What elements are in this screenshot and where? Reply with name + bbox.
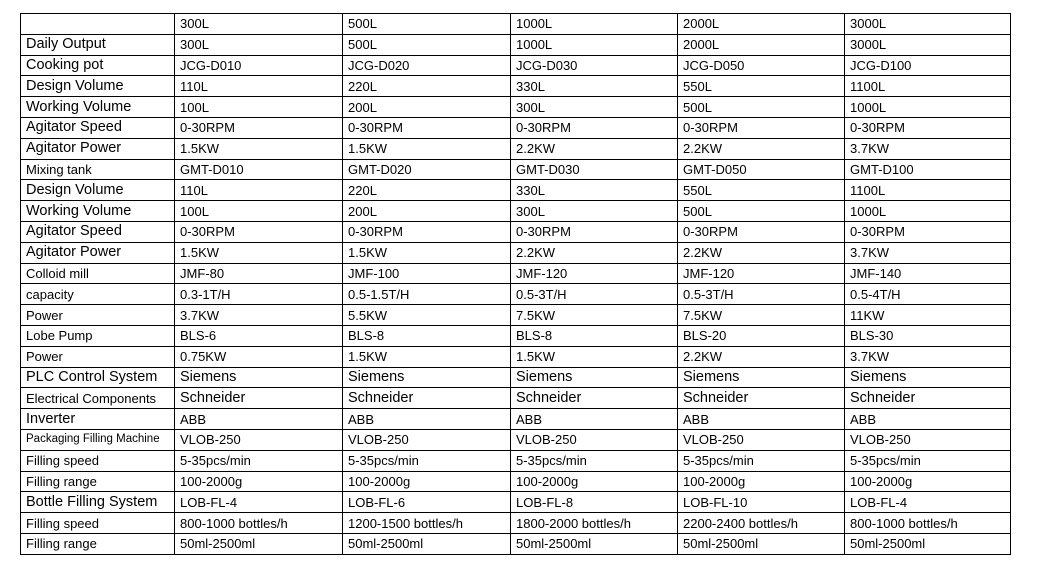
table-cell: Schneider	[845, 388, 1011, 409]
table-cell: 0.5-3T/H	[511, 284, 678, 305]
table-cell: 1.5KW	[343, 242, 511, 263]
table-cell: VLOB-250	[511, 429, 678, 450]
table-row	[21, 450, 1011, 471]
table-cell: Siemens	[175, 367, 343, 388]
table-cell: Siemens	[678, 367, 845, 388]
table-cell: 0-30RPM	[343, 221, 511, 242]
table-cell: BLS-8	[511, 325, 678, 346]
table-cell: 1.5KW	[175, 242, 343, 263]
table-cell: 100-2000g	[175, 471, 343, 492]
table-cell: 100L	[175, 97, 343, 118]
table-cell: VLOB-250	[175, 429, 343, 450]
table-cell: 50ml-2500ml	[511, 533, 678, 554]
header-cell: 500L	[343, 14, 511, 35]
table-cell: Schneider	[511, 388, 678, 409]
table-cell: 500L	[678, 97, 845, 118]
row-label: Bottle Filling System	[21, 492, 175, 513]
table-cell: 800-1000 bottles/h	[845, 513, 1011, 534]
table-cell: 110L	[175, 180, 343, 201]
table-cell: JCG-D010	[175, 55, 343, 76]
table-row	[21, 138, 1011, 159]
table-cell: 2.2KW	[511, 242, 678, 263]
row-label: Working Volume	[21, 97, 175, 118]
row-label: Agitator Power	[21, 138, 175, 159]
row-label: Design Volume	[21, 76, 175, 97]
table-cell: 220L	[343, 180, 511, 201]
table-cell: 500L	[343, 34, 511, 55]
table-cell: VLOB-250	[678, 429, 845, 450]
table-cell: LOB-FL-4	[845, 492, 1011, 513]
table-cell: ABB	[845, 409, 1011, 430]
table-cell: JMF-120	[678, 263, 845, 284]
row-label: Filling speed	[21, 513, 175, 534]
row-label: Design Volume	[21, 180, 175, 201]
row-label: Packaging Filling Machine	[21, 429, 175, 450]
table-cell: 0.5-4T/H	[845, 284, 1011, 305]
row-label: Daily Output	[21, 34, 175, 55]
row-label: Agitator Speed	[21, 117, 175, 138]
table-cell: 7.5KW	[678, 305, 845, 326]
table-cell: 0-30RPM	[175, 221, 343, 242]
row-label: Power	[21, 346, 175, 367]
table-cell: 100-2000g	[343, 471, 511, 492]
table-cell: 800-1000 bottles/h	[175, 513, 343, 534]
table-cell: BLS-20	[678, 325, 845, 346]
table-cell: JMF-100	[343, 263, 511, 284]
table-cell: Schneider	[175, 388, 343, 409]
table-cell: 2.2KW	[678, 242, 845, 263]
table-cell: 0-30RPM	[678, 221, 845, 242]
table-cell: 1000L	[845, 201, 1011, 222]
table-cell: 1.5KW	[511, 346, 678, 367]
table-cell: 5-35pcs/min	[845, 450, 1011, 471]
spec-table	[20, 13, 1011, 555]
table-cell: ABB	[678, 409, 845, 430]
table-cell: 1000L	[511, 34, 678, 55]
table-cell: 0-30RPM	[678, 117, 845, 138]
table-cell: GMT-D100	[845, 159, 1011, 180]
table-row	[21, 242, 1011, 263]
table-cell: 7.5KW	[511, 305, 678, 326]
row-label: Lobe Pump	[21, 325, 175, 346]
table-cell: 0-30RPM	[845, 117, 1011, 138]
row-label: PLC Control System	[21, 367, 175, 388]
table-row	[21, 221, 1011, 242]
table-cell: 0-30RPM	[175, 117, 343, 138]
header-cell-corner	[21, 14, 175, 35]
table-cell: 330L	[511, 180, 678, 201]
table-row	[21, 388, 1011, 409]
table-cell: 550L	[678, 76, 845, 97]
table-cell: Siemens	[845, 367, 1011, 388]
table-cell: 300L	[511, 97, 678, 118]
table-cell: 0.5-1.5T/H	[343, 284, 511, 305]
table-cell: 50ml-2500ml	[343, 533, 511, 554]
row-label: Filling range	[21, 471, 175, 492]
table-cell: JMF-80	[175, 263, 343, 284]
table-cell: JMF-140	[845, 263, 1011, 284]
spec-table-body	[21, 14, 1011, 555]
table-row	[21, 325, 1011, 346]
table-row	[21, 97, 1011, 118]
table-cell: 0.5-3T/H	[678, 284, 845, 305]
table-cell: 110L	[175, 76, 343, 97]
table-row	[21, 180, 1011, 201]
table-cell: 3000L	[845, 34, 1011, 55]
row-label: Working Volume	[21, 201, 175, 222]
table-cell: 1200-1500 bottles/h	[343, 513, 511, 534]
row-label: Agitator Speed	[21, 221, 175, 242]
table-cell: GMT-D010	[175, 159, 343, 180]
table-row	[21, 159, 1011, 180]
row-label: Cooking pot	[21, 55, 175, 76]
table-cell: 5-35pcs/min	[678, 450, 845, 471]
table-cell: 50ml-2500ml	[175, 533, 343, 554]
table-row	[21, 471, 1011, 492]
table-row	[21, 346, 1011, 367]
header-cell: 2000L	[678, 14, 845, 35]
table-cell: BLS-6	[175, 325, 343, 346]
table-cell: 0.75KW	[175, 346, 343, 367]
table-row	[21, 513, 1011, 534]
table-cell: 0-30RPM	[511, 117, 678, 138]
header-cell: 1000L	[511, 14, 678, 35]
table-cell: JCG-D030	[511, 55, 678, 76]
table-row	[21, 429, 1011, 450]
table-cell: 2.2KW	[511, 138, 678, 159]
table-cell: GMT-D030	[511, 159, 678, 180]
table-row	[21, 533, 1011, 554]
table-cell: 50ml-2500ml	[678, 533, 845, 554]
table-cell: JCG-D050	[678, 55, 845, 76]
table-cell: LOB-FL-4	[175, 492, 343, 513]
table-cell: BLS-30	[845, 325, 1011, 346]
table-row	[21, 263, 1011, 284]
table-cell: 1.5KW	[343, 346, 511, 367]
table-row	[21, 76, 1011, 97]
table-cell: 1.5KW	[175, 138, 343, 159]
table-cell: 5-35pcs/min	[511, 450, 678, 471]
table-cell: Siemens	[511, 367, 678, 388]
table-cell: 50ml-2500ml	[845, 533, 1011, 554]
table-cell: 3.7KW	[845, 242, 1011, 263]
table-cell: JMF-120	[511, 263, 678, 284]
table-cell: 100-2000g	[845, 471, 1011, 492]
table-cell: 0.3-1T/H	[175, 284, 343, 305]
table-cell: Schneider	[343, 388, 511, 409]
table-cell: 200L	[343, 97, 511, 118]
row-label: Agitator Power	[21, 242, 175, 263]
table-cell: ABB	[343, 409, 511, 430]
table-cell: 300L	[175, 34, 343, 55]
table-cell: 1000L	[845, 97, 1011, 118]
table-cell: 100-2000g	[678, 471, 845, 492]
table-row	[21, 34, 1011, 55]
table-cell: 0-30RPM	[343, 117, 511, 138]
table-cell: 2200-2400 bottles/h	[678, 513, 845, 534]
header-cell: 3000L	[845, 14, 1011, 35]
table-cell: 5-35pcs/min	[343, 450, 511, 471]
table-cell: 100L	[175, 201, 343, 222]
table-cell: 1.5KW	[343, 138, 511, 159]
table-row	[21, 117, 1011, 138]
table-cell: 3.7KW	[845, 346, 1011, 367]
table-cell: LOB-FL-8	[511, 492, 678, 513]
table-cell: 2.2KW	[678, 346, 845, 367]
table-cell: 11KW	[845, 305, 1011, 326]
row-label: Filling range	[21, 533, 175, 554]
row-label: Electrical Components	[21, 388, 175, 409]
table-cell: 220L	[343, 76, 511, 97]
table-row	[21, 284, 1011, 305]
table-cell: GMT-D050	[678, 159, 845, 180]
table-cell: Schneider	[678, 388, 845, 409]
table-cell: JCG-D020	[343, 55, 511, 76]
table-cell: ABB	[511, 409, 678, 430]
table-cell: LOB-FL-6	[343, 492, 511, 513]
table-cell: 5-35pcs/min	[175, 450, 343, 471]
table-row	[21, 492, 1011, 513]
table-cell: ABB	[175, 409, 343, 430]
table-cell: 2000L	[678, 34, 845, 55]
table-row	[21, 201, 1011, 222]
table-cell: 1100L	[845, 76, 1011, 97]
row-label: Colloid mill	[21, 263, 175, 284]
table-cell: 0-30RPM	[511, 221, 678, 242]
table-cell: 300L	[511, 201, 678, 222]
table-row	[21, 55, 1011, 76]
row-label: Power	[21, 305, 175, 326]
table-cell: 550L	[678, 180, 845, 201]
row-label: Filling speed	[21, 450, 175, 471]
header-cell: 300L	[175, 14, 343, 35]
table-cell: Siemens	[343, 367, 511, 388]
table-row	[21, 367, 1011, 388]
table-cell: 100-2000g	[511, 471, 678, 492]
table-cell: GMT-D020	[343, 159, 511, 180]
table-cell: 200L	[343, 201, 511, 222]
table-cell: 5.5KW	[343, 305, 511, 326]
table-cell: 500L	[678, 201, 845, 222]
table-cell: BLS-8	[343, 325, 511, 346]
table-cell: 1100L	[845, 180, 1011, 201]
table-cell: 0-30RPM	[845, 221, 1011, 242]
row-label: Mixing tank	[21, 159, 175, 180]
header-row	[21, 14, 1011, 35]
table-cell: 1800-2000 bottles/h	[511, 513, 678, 534]
table-cell: 3.7KW	[175, 305, 343, 326]
table-cell: 3.7KW	[845, 138, 1011, 159]
table-row	[21, 305, 1011, 326]
table-cell: JCG-D100	[845, 55, 1011, 76]
row-label: capacity	[21, 284, 175, 305]
table-cell: VLOB-250	[343, 429, 511, 450]
table-cell: 330L	[511, 76, 678, 97]
row-label: Inverter	[21, 409, 175, 430]
table-cell: 2.2KW	[678, 138, 845, 159]
table-row	[21, 409, 1011, 430]
table-cell: VLOB-250	[845, 429, 1011, 450]
table-cell: LOB-FL-10	[678, 492, 845, 513]
